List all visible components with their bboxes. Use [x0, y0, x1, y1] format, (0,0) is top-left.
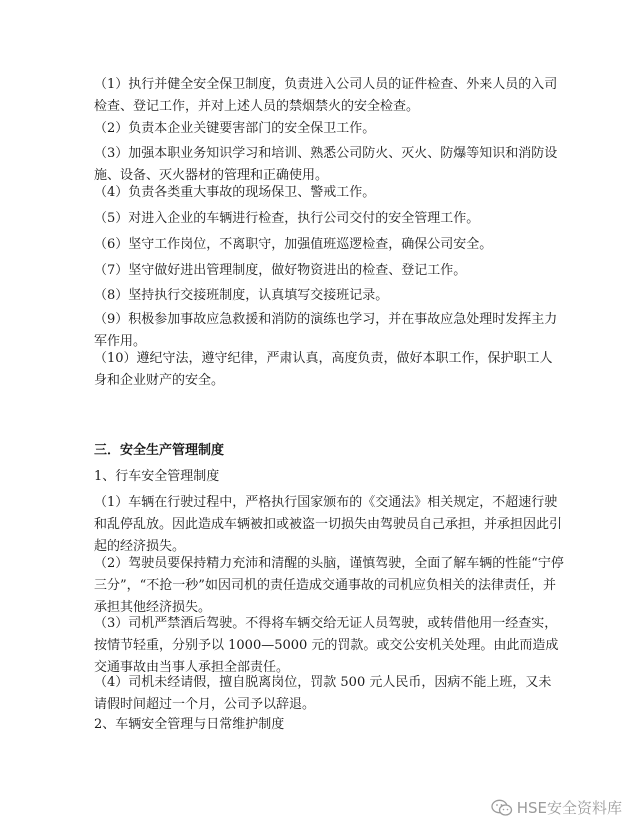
subsection-1-title: 1、行车安全管理制度	[94, 469, 220, 484]
watermark-text: HSE安全资料库	[516, 799, 622, 817]
duty-item-9: （9）积极参加事故应急救援和消防的演练也学习，并在事故应急处理时发挥主力军作用。	[94, 312, 558, 349]
duty-item-8: （8）坚持执行交接班制度，认真填写交接班记录。	[94, 288, 389, 303]
driving-rule-2: （2）驾驶员要保持精力充沛和清醒的头脑，谨慎驾驶，全面了解车辆的性能“宁停三分”，“不抢一秒”如因司机的责任造成交通事故的司机应负相关的法律责任，并承担其他经济损失。	[94, 556, 564, 615]
duty-item-2: （2）负责本企业关键要害部门的安全保卫工作。	[94, 121, 376, 136]
driving-rule-3: （3）司机严禁酒后驾驶。不得将车辆交给无证人员驾驶，或转借他用一经查实，按情节轻重，分别予以 1000—5000 元的罚款。或交公安机关处理。由此而造成交通事故由当事人承担全部责任。	[94, 616, 559, 675]
duty-item-10: （10）遵纪守法，遵守纪律，严肃认真，高度负责，做好本职工作，保护职工人身和企业财产的安全。	[94, 351, 553, 388]
duty-item-5: （5）对进入企业的车辆进行检查，执行公司交付的安全管理工作。	[94, 211, 480, 226]
watermark	[491, 797, 622, 818]
subsection-2-title: 2、车辆安全管理与日常维护制度	[94, 717, 285, 732]
duty-item-4: （4）负责各类重大事故的现场保卫、警戒工作。	[94, 185, 376, 200]
duty-item-6: （6）坚守工作岗位，不离职守，加强值班巡逻检查，确保公司安全。	[94, 237, 493, 252]
section-three-title: 三．安全生产管理制度	[94, 443, 225, 458]
wechat-icon	[491, 799, 513, 817]
duty-item-3: （3）加强本职业务知识学习和培训、熟悉公司防火、灭火、防爆等知识和消防设施、设备、灭火器材的管理和正确使用。	[94, 146, 558, 183]
duty-item-7: （7）坚守做好进出管理制度，做好物资进出的检查、登记工作。	[94, 263, 467, 278]
duty-item-1: （1）执行并健全安全保卫制度，负责进入公司人员的证件检查、外来人员的入司检查、登记工作，并对上述人员的禁烟禁火的安全检查。	[94, 77, 558, 114]
driving-rule-4: （4）司机未经请假，擅自脱离岗位，罚款 500 元人民币，因病不能上班，又未请假时间超过一个月，公司予以辞退。	[94, 675, 552, 712]
driving-rule-1: （1）车辆在行驶过程中，严格执行国家颁布的《交通法》相关规定，不超速行驶和乱停乱放。因此造成车辆被扣或被盗一切损失由驾驶员自己承担，并承担因此引起的经济损失。	[94, 495, 563, 554]
